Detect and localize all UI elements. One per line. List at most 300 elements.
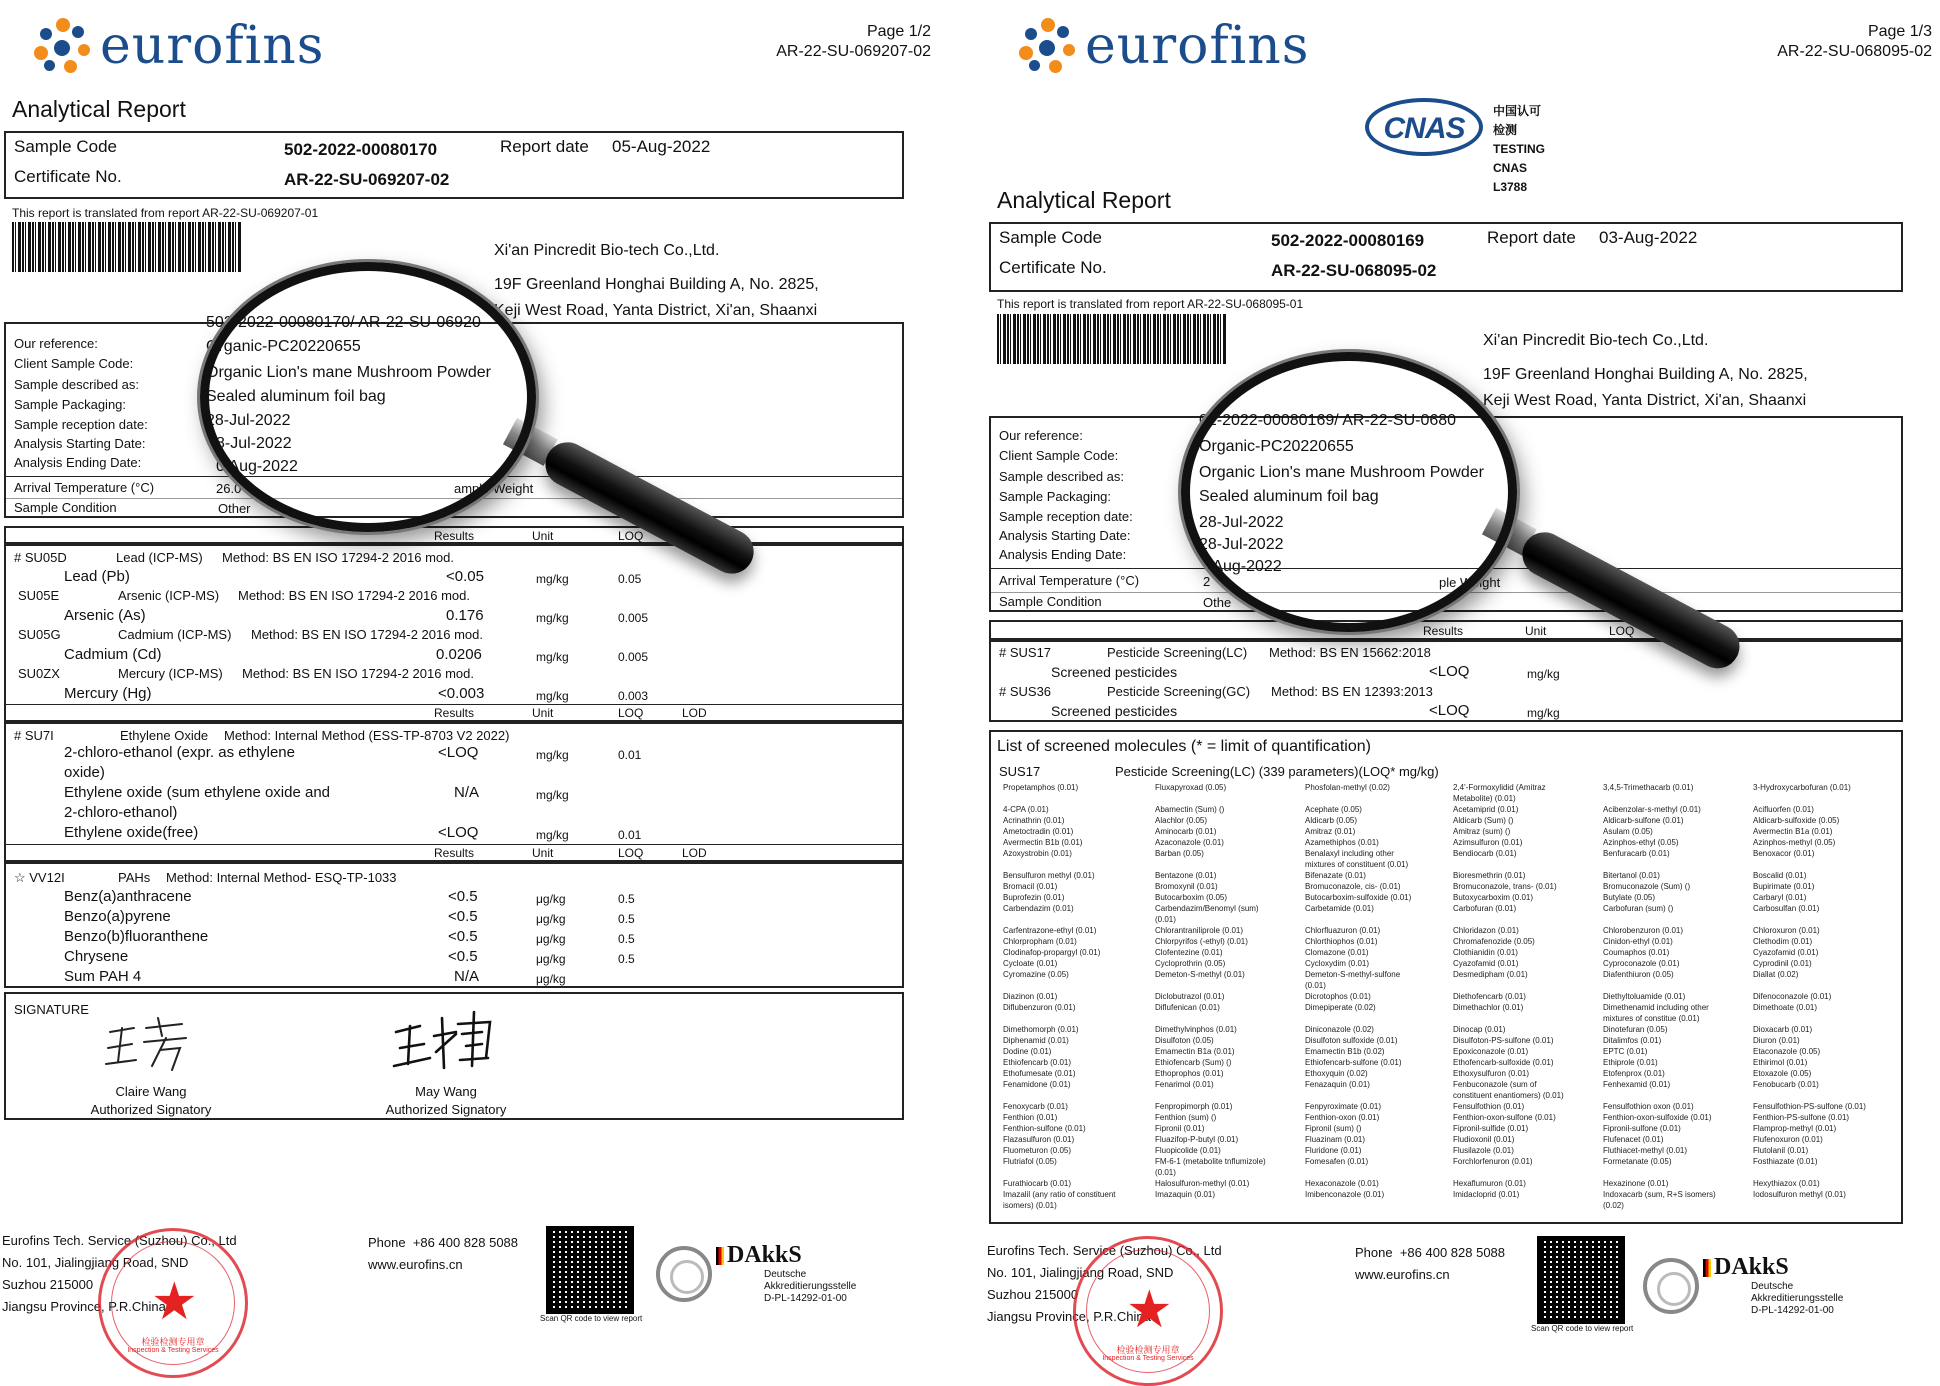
info-label-client-code: Client Sample Code: [999, 448, 1119, 463]
molecule-item: Cyproconazole (0.01) [1603, 959, 1680, 968]
molecule-item: Dinocap (0.01) [1453, 1025, 1506, 1034]
molecule-item: Emamectin B1a (0.01) [1155, 1047, 1235, 1056]
molecule-item: Barban (0.05) [1155, 849, 1204, 858]
info-value-reception: 28-Jul-2022 [1199, 514, 1284, 531]
molecule-item: Bromuconazole, cis- (0.01) [1305, 882, 1401, 891]
molecule-item: Fomesafen (0.01) [1305, 1157, 1369, 1166]
info-label-client-code: Client Sample Code: [14, 356, 134, 371]
pest-result: <LOQ [1429, 702, 1470, 719]
qr-code[interactable] [546, 1226, 634, 1314]
molecule-item: Flazasulfuron (0.01) [1003, 1135, 1075, 1144]
molecule-item: constituent enantiomers) (0.01) [1453, 1091, 1564, 1100]
report-title: Analytical Report [997, 187, 1171, 213]
molecule-item: Chlorfluazuron (0.01) [1305, 926, 1381, 935]
molecule-item: Ditalimfos (0.01) [1603, 1036, 1662, 1045]
molecule-item [1753, 980, 1866, 991]
arrival-temp-label: Arrival Temperature (°C) [999, 573, 1140, 588]
molecule-item: Diclobutrazol (0.01) [1155, 992, 1225, 1001]
pah-analyte: Benzo(a)pyrene [64, 908, 171, 925]
signatory-2-role: Authorized Signatory [385, 1102, 507, 1117]
molecule-item: Fenpropimorph (0.01) [1155, 1102, 1233, 1111]
pest-analyte: Screened pesticides [1051, 664, 1178, 680]
molecule-item: Diuron (0.01) [1753, 1036, 1800, 1045]
metal-unit: mg/kg [536, 650, 569, 664]
phone-label: Phone [1355, 1245, 1393, 1260]
arrival-temp-value: 26.0 [216, 481, 242, 496]
molecule-item: 2,4'-Formoxylidid (Amitraz [1453, 783, 1546, 792]
pah-loq: 0.5 [618, 952, 635, 966]
molecule-item [1305, 1090, 1411, 1101]
molecule-item: Fensulfothion (0.01) [1453, 1102, 1525, 1111]
molecule-item [1453, 914, 1564, 925]
sample-weight-label: ple Weight [1439, 575, 1501, 590]
eurofins-dots-icon [1019, 18, 1077, 74]
eurofins-wordmark: eurofins [100, 16, 325, 76]
metal-unit: mg/kg [536, 689, 569, 703]
molecule-item: Fluridone (0.01) [1305, 1146, 1362, 1155]
hdr-results: Results [1423, 624, 1464, 638]
molecule-item [1453, 859, 1564, 870]
molecule-item [1003, 1090, 1116, 1101]
molecule-item: Phosfolan-methyl (0.02) [1305, 783, 1390, 792]
molecule-item: Chlorpyrifos (-ethyl) (0.01) [1155, 937, 1248, 946]
pest-analyte: Screened pesticides [1051, 703, 1178, 719]
molecule-item: Chlorpropham (0.01) [1003, 937, 1077, 946]
signatory-2 [361, 1084, 531, 1117]
molecule-item: Cyromazine (0.05) [1003, 970, 1069, 979]
eo-analyte-cont: oxide) [64, 764, 105, 781]
molecule-item: Chromafenozide (0.05) [1453, 937, 1535, 946]
molecule-item: Flutolanil (0.01) [1753, 1146, 1809, 1155]
molecule-item: Hexaconazole (0.01) [1305, 1179, 1379, 1188]
molecule-item: Carbaryl (0.01) [1753, 893, 1807, 902]
results-header [4, 526, 904, 544]
arrival-temp-value: 2 [1203, 574, 1211, 589]
molecule-item: Avermectin B1a (0.01) [1753, 827, 1833, 836]
molecule-item: Cyazofamid (0.01) [1453, 959, 1519, 968]
footer-contact [368, 1232, 518, 1276]
metal-result: 0.176 [446, 607, 484, 624]
molecule-item: Fenarimol (0.01) [1155, 1080, 1214, 1089]
hdr-results: Results [434, 529, 475, 543]
molecule-item: Demeton-S-methyl-sulfone [1305, 970, 1401, 979]
metal-result: 0.0206 [436, 646, 482, 663]
eo-analyte: 2-chloro-ethanol (expr. as ethylene [64, 744, 295, 761]
cnas-side-line: CNAS L3788 [1493, 161, 1528, 194]
molecule-item: Butocarboxim (0.05) [1155, 893, 1228, 902]
stamp-text-en: Inspection & Testing Services [1102, 1355, 1194, 1362]
website-link[interactable]: www.eurofins.cn [368, 1257, 463, 1272]
client-address-line1: 19F Greenland Honghai Building A, No. 2825, [494, 276, 819, 293]
molecule-item [1753, 793, 1866, 804]
left-report-page [0, 0, 955, 1382]
molecule-item: Diazinon (0.01) [1003, 992, 1058, 1001]
molecule-item: Buprofezin (0.01) [1003, 893, 1065, 902]
info-value-client-code: Organic-PC20220655 [1199, 438, 1354, 455]
metal-analyte: Lead (Pb) [64, 568, 130, 585]
report-id: AR-22-SU-068095-02 [1777, 43, 1932, 60]
info-label-packaging: Sample Packaging: [14, 397, 127, 412]
sample-code-box [989, 222, 1903, 292]
sample-code-box [4, 131, 904, 199]
molecule-item: Aldicarb (Sum) () [1453, 816, 1514, 825]
metal-loq: 0.005 [618, 611, 649, 625]
molecule-item: Clomazone (0.01) [1305, 948, 1369, 957]
molecule-item [1753, 1013, 1866, 1024]
molecule-item: Benfuracarb (0.01) [1603, 849, 1670, 858]
footer-address-1: No. 101, Jialingjiang Road, SND [987, 1265, 1174, 1280]
molecule-item: Ethoxyquin (0.02) [1305, 1069, 1368, 1078]
hdr-unit: Unit [532, 529, 554, 543]
molecule-item [1003, 1013, 1116, 1024]
molecule-item: Carbosulfan (0.01) [1753, 904, 1820, 913]
pah-unit: μg/kg [536, 972, 566, 986]
certificate-label: Certificate No. [14, 167, 122, 186]
hdr-lod: LOD [682, 706, 707, 720]
eo-name: Ethylene Oxide [120, 728, 209, 743]
molecule-list-subtitle: Pesticide Screening(LC) (339 parameters)(LOQ* mg/kg) [1115, 764, 1439, 779]
dakks-sub1: Deutsche [764, 1269, 807, 1280]
molecule-item: Cinidon-ethyl (0.01) [1603, 937, 1673, 946]
metal-unit: mg/kg [536, 572, 569, 586]
molecule-item: Fenthion (sum) () [1155, 1113, 1217, 1122]
molecule-item: Ethoprophos (0.01) [1155, 1069, 1224, 1078]
certificate-number: AR-22-SU-068095-02 [1271, 261, 1437, 280]
molecule-item: Ametoctradin (0.01) [1003, 827, 1074, 836]
molecule-column [1155, 782, 1266, 1200]
molecule-item: Azamethiphos (0.01) [1305, 838, 1379, 847]
molecule-item [1155, 1013, 1266, 1024]
molecule-item: Dimethoate (0.01) [1753, 1003, 1818, 1012]
molecule-column [1003, 782, 1116, 1211]
molecule-item: (0.02) [1603, 1201, 1624, 1210]
molecule-item: Azimsulfuron (0.01) [1453, 838, 1523, 847]
eurofins-logo [34, 18, 324, 74]
report-date: 05-Aug-2022 [612, 137, 711, 156]
dakks-name: DAkkS [727, 1242, 802, 1268]
dakks-logo [1643, 1254, 1843, 1317]
report-title: Analytical Report [12, 96, 186, 122]
condition-value: Othe [1203, 595, 1232, 610]
dakks-id: D-PL-14292-01-00 [1751, 1305, 1834, 1316]
eurofins-logo [1019, 18, 1309, 74]
molecule-item: Bensulfuron methyl (0.01) [1003, 871, 1095, 880]
cnas-oval-icon [1365, 98, 1483, 156]
molecule-item: (0.01) [1305, 981, 1326, 990]
molecule-item [1453, 1167, 1564, 1178]
molecule-item: Fenhexamid (0.01) [1603, 1080, 1671, 1089]
molecule-item: Metabolite) (0.01) [1453, 794, 1516, 803]
report-id: AR-22-SU-069207-02 [776, 43, 931, 60]
molecule-item: Bromuconazole (Sum) () [1603, 882, 1691, 891]
molecule-item: Bitertanol (0.01) [1603, 871, 1660, 880]
pah-result: <0.5 [448, 928, 478, 945]
sample-code-label: Sample Code [14, 137, 118, 156]
condition-label: Sample Condition [14, 500, 117, 515]
pest-unit: mg/kg [1527, 667, 1560, 681]
pah-analyte: Benz(a)anthracene [64, 888, 192, 905]
info-value-described: Organic Lion's mane Mushroom Powder [1199, 464, 1484, 481]
info-value-client-code: Organic-PC20220655 [206, 338, 361, 355]
molecule-item: Fluazifop-P-butyl (0.01) [1155, 1135, 1239, 1144]
molecule-item: Dimethylvinphos (0.01) [1155, 1025, 1237, 1034]
metal-analyte: Cadmium (Cd) [64, 646, 162, 663]
molecule-item: Bendiocarb (0.01) [1453, 849, 1517, 858]
molecule-item: Bupirimate (0.01) [1753, 882, 1815, 891]
molecule-item: Formetanate (0.05) [1603, 1157, 1672, 1166]
molecule-item: 3,4,5-Trimethacarb (0.01) [1603, 783, 1694, 792]
eo-unit: mg/kg [536, 748, 569, 762]
right-report-page [985, 0, 1940, 1382]
metal-method: Method: BS EN ISO 17294-2 2016 mod. [222, 550, 454, 565]
phone-label: Phone [368, 1235, 406, 1250]
molecule-item: Bromuconazole, trans- (0.01) [1453, 882, 1557, 891]
molecule-item: Butocarboxim-sulfoxide (0.01) [1305, 893, 1412, 902]
molecule-item: Azoxystrobin (0.01) [1003, 849, 1072, 858]
stamp-text-cn: 检验检测专用章 [141, 1337, 205, 1347]
molecule-item: Aldicarb-sulfone (0.01) [1603, 816, 1684, 825]
eo-unit: mg/kg [536, 788, 569, 802]
qr-code[interactable] [1537, 1236, 1625, 1324]
molecule-item: Acephate (0.05) [1305, 805, 1362, 814]
hdr-unit: Unit [532, 706, 554, 720]
certificate-label: Certificate No. [999, 258, 1107, 277]
metal-result: <0.05 [446, 568, 484, 585]
eo-loq: 0.01 [618, 828, 642, 842]
molecule-item: Disulfoton-PS-sulfone (0.01) [1453, 1036, 1554, 1045]
report-date: 03-Aug-2022 [1599, 228, 1698, 247]
molecule-column [1453, 782, 1564, 1200]
molecule-item: Cycloate (0.01) [1003, 959, 1058, 968]
pest-unit: mg/kg [1527, 706, 1560, 720]
info-label-described: Sample described as: [999, 469, 1125, 484]
molecule-item: Acifluorfen (0.01) [1753, 805, 1814, 814]
info-label-end: Analysis Ending Date: [999, 547, 1127, 562]
molecule-column [1603, 782, 1716, 1211]
dakks-id: D-PL-14292-01-00 [764, 1293, 847, 1304]
barcode [12, 222, 242, 272]
dakks-ring-icon [1643, 1258, 1699, 1314]
molecule-item [1603, 914, 1716, 925]
molecule-item: isomers) (0.01) [1003, 1201, 1057, 1210]
molecule-item: Chloridazon (0.01) [1453, 926, 1519, 935]
molecule-item: Dinotefuran (0.05) [1603, 1025, 1668, 1034]
eo-result: <LOQ [438, 824, 479, 841]
molecule-item: Etofenprox (0.01) [1603, 1069, 1665, 1078]
molecule-item [1603, 1090, 1716, 1101]
hdr-unit: Unit [1525, 624, 1547, 638]
molecule-item: Ethoxysulfuron (0.01) [1453, 1069, 1530, 1078]
molecule-item: Disulfoton sulfoxide (0.01) [1305, 1036, 1398, 1045]
molecule-item: Fipronil-sulfone (0.01) [1603, 1124, 1681, 1133]
molecule-item: Hexazinone (0.01) [1603, 1179, 1669, 1188]
molecule-item: Fensulfothion-PS-sulfone (0.01) [1753, 1102, 1866, 1111]
info-label-reference: Our reference: [14, 336, 98, 351]
molecule-item: Acibenzolar-s-methyl (0.01) [1603, 805, 1701, 814]
page-gap [955, 0, 985, 1382]
molecule-item: Fluopicolide (0.01) [1155, 1146, 1221, 1155]
molecule-item [1003, 914, 1116, 925]
molecule-item: Fenoxycarb (0.01) [1003, 1102, 1068, 1111]
info-label-end: Analysis Ending Date: [14, 455, 142, 470]
cnas-text: CNAS [1383, 112, 1465, 145]
molecule-item: Clodinafop-propargyl (0.01) [1003, 948, 1101, 957]
info-label-start: Analysis Starting Date: [999, 528, 1131, 543]
metal-result: <0.003 [438, 685, 485, 702]
molecule-item: Chloroxuron (0.01) [1753, 926, 1820, 935]
hdr-results: Results [434, 846, 475, 860]
hdr-loq: LOQ [1609, 624, 1635, 638]
metal-code: SU05G [18, 627, 61, 642]
molecule-item: Bifenazate (0.01) [1305, 871, 1366, 880]
condition-label: Sample Condition [999, 594, 1102, 609]
certificate-number: AR-22-SU-069207-02 [284, 170, 450, 189]
metal-method: Method: BS EN ISO 17294-2 2016 mod. [238, 588, 470, 603]
molecule-item: Chlorobenzuron (0.01) [1603, 926, 1684, 935]
footer-company-name: Eurofins Tech. Service (Suzhou) Co., Ltd [987, 1243, 1222, 1258]
molecule-item [1305, 1167, 1411, 1178]
pah-unit: μg/kg [536, 932, 566, 946]
dakks-sub2: Akkreditierungsstelle [764, 1281, 857, 1292]
molecule-item: Fenazaquin (0.01) [1305, 1080, 1370, 1089]
info-label-reception: Sample reception date: [999, 509, 1133, 524]
molecule-item: Butylate (0.05) [1603, 893, 1656, 902]
hdr-loq: LOQ [618, 706, 644, 720]
molecule-item: Halosulfuron-methyl (0.01) [1155, 1179, 1250, 1188]
page-info [1777, 22, 1932, 62]
metal-method: Method: BS EN ISO 17294-2 2016 mod. [251, 627, 483, 642]
molecule-item: Fenamidone (0.01) [1003, 1080, 1071, 1089]
molecule-item [1003, 1167, 1116, 1178]
molecule-item: Iodosulfuron methyl (0.01) [1753, 1190, 1846, 1199]
metal-code: SU0ZX [18, 666, 60, 681]
signature-label: SIGNATURE [14, 1002, 89, 1017]
molecule-list-title: List of screened molecules (* = limit of quantification) [997, 738, 1371, 755]
molecule-item: Aminocarb (0.01) [1155, 827, 1217, 836]
molecule-item: Coumaphos (0.01) [1603, 948, 1670, 957]
pah-results-box [4, 862, 904, 988]
cnas-side-line: 中国认可 [1493, 104, 1542, 118]
molecule-item: Cyprodinil (0.01) [1753, 959, 1812, 968]
molecule-item: Ethiprole (0.01) [1603, 1058, 1658, 1067]
info-value-packaging: Sealed aluminum foil bag [1199, 488, 1379, 505]
info-label-described: Sample described as: [14, 377, 140, 392]
molecule-item [1305, 1013, 1411, 1024]
molecule-item: Cycloxydim (0.01) [1305, 959, 1370, 968]
molecule-item: Acetamiprid (0.01) [1453, 805, 1519, 814]
eurofins-wordmark: eurofins [1085, 16, 1310, 76]
molecule-item: Carbofuran (sum) () [1603, 904, 1674, 913]
molecule-item: Etoxazole (0.05) [1753, 1069, 1812, 1078]
molecule-item: Flutriafol (0.05) [1003, 1157, 1057, 1166]
client-name: Xi'an Pincredit Bio-tech Co.,Ltd. [1483, 332, 1709, 349]
info-label-reception: Sample reception date: [14, 417, 148, 432]
molecule-item: Fludioxonil (0.01) [1453, 1135, 1515, 1144]
molecule-item: Etaconazole (0.05) [1753, 1047, 1821, 1056]
footer-company-name: Eurofins Tech. Service (Suzhou) Co., Ltd [2, 1233, 237, 1248]
metal-name: Mercury (ICP-MS) [118, 666, 223, 681]
info-value-reference: 02-2022-00080169/ AR-22-SU-0680 [1199, 412, 1457, 429]
footer-address-1: No. 101, Jialingjiang Road, SND [2, 1255, 189, 1270]
molecule-item: Diflubenzuron (0.01) [1003, 1003, 1076, 1012]
molecule-item: Fenobucarb (0.01) [1753, 1080, 1819, 1089]
molecule-item: Diethofencarb (0.01) [1453, 992, 1526, 1001]
molecule-item: Acrinathrin (0.01) [1003, 816, 1065, 825]
molecule-item: Cycloprothrin (0.05) [1155, 959, 1226, 968]
signature-may-wang [386, 1006, 496, 1076]
pah-loq: 0.5 [618, 932, 635, 946]
dakks-sub1: Deutsche [1751, 1281, 1794, 1292]
molecule-item [1753, 1167, 1866, 1178]
molecule-item: Fenthion-oxon-sulfone (0.01) [1453, 1113, 1556, 1122]
molecule-item: Flufenoxuron (0.01) [1753, 1135, 1823, 1144]
hdr-lod: LOD [682, 846, 707, 860]
magnifier-lens [1181, 352, 1517, 632]
molecule-item: Clofentezine (0.01) [1155, 948, 1223, 957]
dakks-name: DAkkS [1714, 1254, 1789, 1280]
molecule-item: Flusilazole (0.01) [1453, 1146, 1514, 1155]
client-address [1483, 328, 1808, 414]
molecule-item [1753, 914, 1866, 925]
molecule-item: Bioresmethrin (0.01) [1453, 871, 1526, 880]
website-link[interactable]: www.eurofins.cn [1355, 1267, 1450, 1282]
molecule-item: Cyazofamid (0.01) [1753, 948, 1819, 957]
pah-name: PAHs [118, 870, 151, 885]
info-value-reference: 502-2022-00080170/ AR-22-SU-06920 [206, 314, 481, 331]
molecule-item: Aldicarb-sulfoxide (0.05) [1753, 816, 1840, 825]
molecule-item: 4-CPA (0.01) [1003, 805, 1049, 814]
molecule-item: Ethirimol (0.01) [1753, 1058, 1808, 1067]
metal-code: # SU05D [14, 550, 67, 565]
molecule-item: Diafenthiuron (0.05) [1603, 970, 1674, 979]
eo-analyte: Ethylene oxide (sum ethylene oxide and [64, 784, 331, 801]
client-address-line2: Keji West Road, Yanta District, Xi'an, Shaanxi [494, 302, 818, 319]
info-value-end: -Aug-2022 [1207, 558, 1282, 575]
pah-analyte: Benzo(b)fluoranthene [64, 928, 209, 945]
pah-unit: μg/kg [536, 952, 566, 966]
sample-weight-label: ample Weight [454, 481, 534, 496]
pest-code: # SUS17 [999, 645, 1052, 660]
molecule-item: Diallat (0.02) [1753, 970, 1799, 979]
signature-claire-wang [102, 1014, 192, 1074]
info-label-reference: Our reference: [999, 428, 1083, 443]
hdr-loq: LOQ [618, 529, 644, 543]
molecule-item: Fenthion-oxon (0.01) [1305, 1113, 1380, 1122]
sample-code: 502-2022-00080169 [1271, 231, 1425, 250]
info-value-start: 28-Jul-2022 [1199, 536, 1284, 553]
signatory-1-role: Authorized Signatory [90, 1102, 212, 1117]
molecule-item: Ethiofencarb (0.01) [1003, 1058, 1072, 1067]
stamp-text-en: Inspection & Testing Services [127, 1347, 219, 1354]
molecule-item [1603, 859, 1716, 870]
molecule-item [1603, 980, 1716, 991]
molecule-item: Ethofencarb-sulfoxide (0.01) [1453, 1058, 1554, 1067]
pest-method: Method: BS EN 15662:2018 [1269, 645, 1431, 660]
metal-analyte: Arsenic (As) [64, 607, 146, 624]
info-label-start: Analysis Starting Date: [14, 436, 146, 451]
molecule-item: EPTC (0.01) [1603, 1047, 1648, 1056]
eo-loq: 0.01 [618, 748, 642, 762]
molecule-item: Diflufenican (0.01) [1155, 1003, 1220, 1012]
cnas-logo [1365, 98, 1546, 194]
pah-unit: μg/kg [536, 912, 566, 926]
client-address [494, 238, 819, 324]
hdr-loq: LOQ [618, 846, 644, 860]
pah-method: Method: Internal Method- ESQ-TP-1033 [166, 870, 397, 885]
molecule-item: Fenthion-oxon-sulfoxide (0.01) [1603, 1113, 1712, 1122]
molecule-item: Fenthion (0.01) [1003, 1113, 1058, 1122]
footer-address-3: Jiangsu Province, P.R.China [2, 1299, 166, 1314]
